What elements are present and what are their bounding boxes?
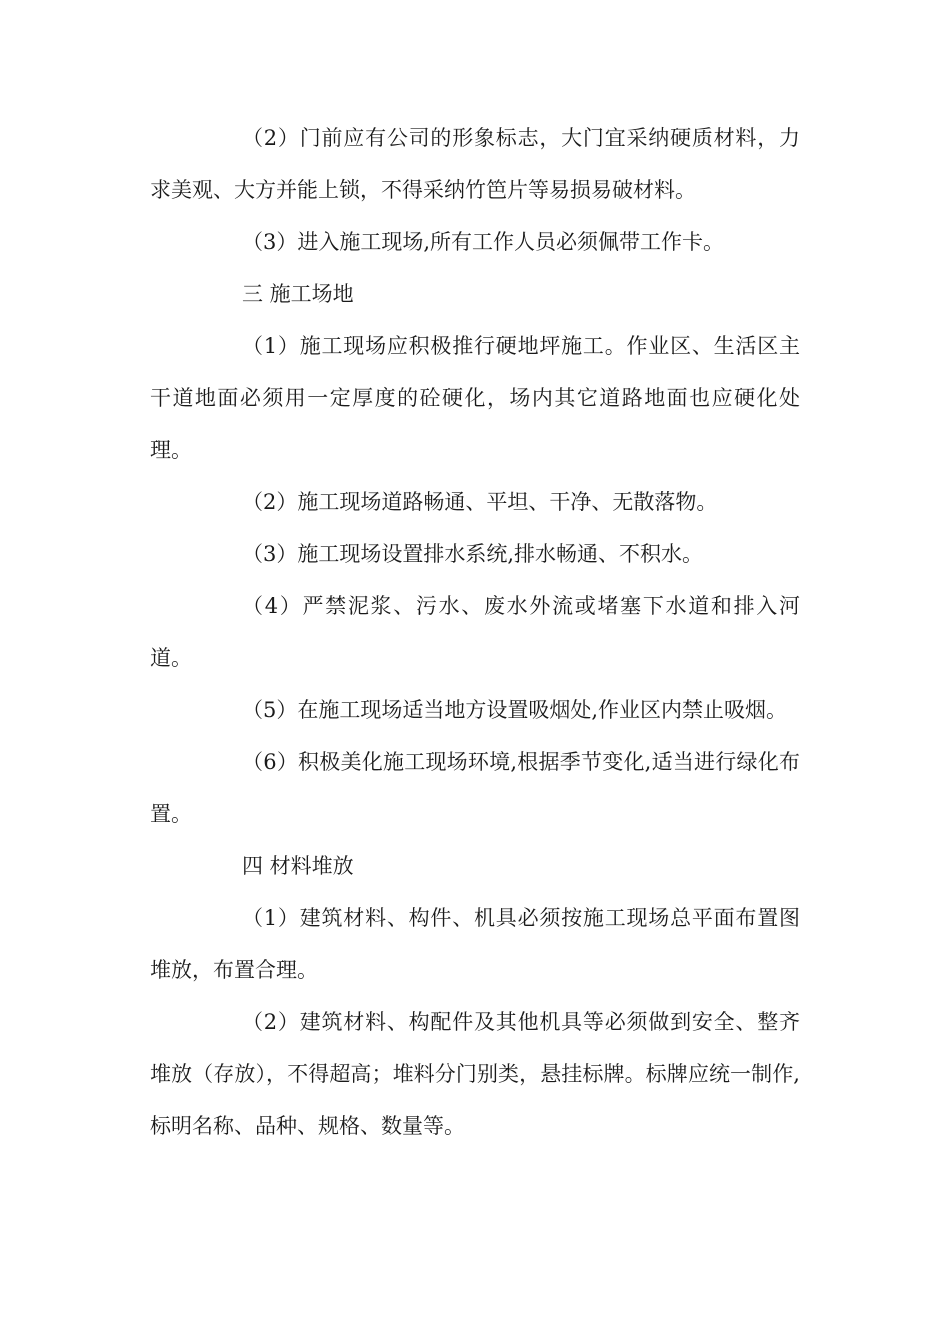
section-heading-site: 三 施工场地: [242, 282, 354, 306]
paragraph-hard-ground: （1）施工现场应积极推行硬地坪施工。作业区、生活区主干道地面必须用一定厚度的砼硬化，场内其它道路地面也应硬化处理。: [150, 334, 800, 462]
paragraph-material-layout: （1）建筑材料、构件、机具必须按施工现场总平面布置图堆放，布置合理。: [150, 906, 800, 982]
paragraph-work-card: （3）进入施工现场,所有工作人员必须佩带工作卡。: [242, 230, 725, 254]
section-heading-materials: 四 材料堆放: [242, 854, 354, 878]
paragraph-material-stacking: （2）建筑材料、构配件及其他机具等必须做到安全、整齐堆放（存放），不得超高；堆料分门别类，悬挂标牌。标牌应统一制作,标明名称、品种、规格、数量等。: [150, 1010, 800, 1138]
document-page: [150, 112, 800, 1152]
paragraph-greening: （6）积极美化施工现场环境,根据季节变化,适当进行绿化布置。: [150, 750, 800, 826]
paragraph-road-clear: （2）施工现场道路畅通、平坦、干净、无散落物。: [242, 490, 718, 514]
paragraph-drainage: （3）施工现场设置排水系统,排水畅通、不积水。: [242, 542, 704, 566]
paragraph-no-mud-outflow: （4）严禁泥浆、污水、废水外流或堵塞下水道和排入河道。: [150, 594, 800, 670]
paragraph-gate-logo: （2）门前应有公司的形象标志，大门宜采纳硬质材料，力求美观、大方并能上锁，不得采纳竹笆片等易损易破材料。: [150, 126, 800, 202]
paragraph-smoking-area: （5）在施工现场适当地方设置吸烟处,作业区内禁止吸烟。: [242, 698, 788, 722]
